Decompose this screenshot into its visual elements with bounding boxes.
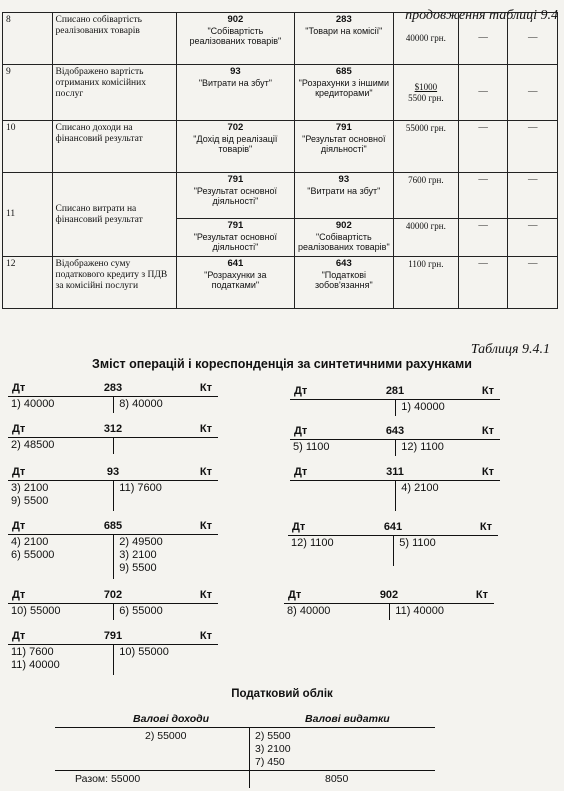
row-number: 10 [3, 121, 53, 173]
debit-account [176, 13, 294, 65]
debit-account-number: 791 [227, 174, 244, 185]
credit-account-name: "Товари на комісії" [305, 25, 383, 36]
credit-account-number: 283 [335, 14, 352, 25]
credit-account-number: 685 [335, 66, 352, 77]
credit-account-number: 93 [338, 174, 350, 185]
debit-account-name: "Результат основної діяльності" [193, 231, 278, 253]
row-sum: 40000 грн. [393, 219, 458, 257]
t-account-number: 685 [103, 520, 123, 532]
row-sum: 55000 грн. [393, 121, 458, 173]
t-account [290, 425, 500, 456]
t-account [284, 589, 494, 620]
row-number: 9 [3, 65, 53, 121]
row-description: Списано собівартість реалізованих товарів [52, 13, 176, 65]
credit-entry: 9) 5500 [119, 562, 157, 574]
credit-entry: 6) 55000 [119, 605, 163, 617]
row-dash: — [458, 121, 508, 173]
credit-account-name: "Собівартість реалізованих товарів" [297, 231, 390, 253]
credit-account [294, 219, 393, 257]
t-account-debit-label: Дт [294, 425, 308, 437]
row-dash: — [508, 219, 558, 257]
row-dash: — [458, 219, 508, 257]
debit-entry: 11) 7600 [11, 646, 54, 658]
t-account-debit-label: Дт [12, 589, 26, 601]
debit-account-name: "Витрати на збут" [198, 77, 272, 88]
t-account-credit-label: Кт [481, 425, 494, 437]
sum-currency: $1000 [414, 82, 438, 93]
debit-entry: 12) 1100 [291, 537, 334, 549]
credit-entry: 10) 55000 [119, 646, 169, 658]
t-account [8, 382, 218, 413]
t-account-debit-label: Дт [12, 423, 26, 435]
row-dash: — [508, 257, 558, 309]
row-number: 11 [3, 173, 53, 257]
credit-account-name: "Витрати на збут" [307, 185, 381, 196]
credit-account-number: 791 [335, 122, 352, 133]
row-dash: — [508, 13, 558, 65]
t-account [8, 630, 218, 675]
credit-entry: 11) 7600 [119, 482, 162, 494]
t-account-credit-label: Кт [199, 589, 212, 601]
debit-account [176, 173, 294, 219]
t-account-credit-label: Кт [199, 630, 212, 642]
t-account [8, 520, 218, 579]
expense-entry: 2) 5500 [255, 730, 291, 742]
credit-entry: 8) 40000 [119, 398, 163, 410]
credit-account [294, 173, 393, 219]
t-account-number: 702 [103, 589, 123, 601]
t-account-credit-label: Кт [199, 520, 212, 532]
continuation-title: продовження таблиці 9.4 [405, 8, 558, 23]
operations-table [2, 12, 558, 309]
row-number: 12 [3, 257, 53, 309]
row-description: Відображено суму податкового кредиту з ПДВ за комісійні послуги [52, 257, 176, 309]
t-account-credit-label: Кт [481, 385, 494, 397]
t-account-debit-label: Дт [12, 382, 26, 394]
row-sum [393, 65, 458, 121]
section-heading: Зміст операцій і кореспонденція за синтетичними рахунками [92, 357, 472, 371]
debit-account [176, 121, 294, 173]
t-account-number: 93 [106, 466, 120, 478]
row-sum: 40000 грн. [393, 13, 458, 65]
t-account [8, 466, 218, 511]
credit-account [294, 121, 393, 173]
debit-account-number: 641 [227, 258, 244, 269]
debit-account-name: "Результат основної діяльності" [193, 185, 278, 207]
credit-account-number: 643 [335, 258, 352, 269]
t-account [290, 466, 500, 511]
credit-entry: 11) 40000 [395, 605, 445, 617]
row-sum: 7600 грн. [393, 173, 458, 219]
row-number: 8 [3, 13, 53, 65]
t-account-credit-label: Кт [199, 382, 212, 394]
credit-account-name: "Результат основної діяльності" [302, 133, 386, 155]
credit-account [294, 257, 393, 309]
credit-entry: 3) 2100 [119, 549, 157, 561]
row-dash: — [458, 257, 508, 309]
table-row [3, 121, 558, 173]
t-account-number: 281 [385, 385, 405, 397]
debit-entry: 4) 2100 [11, 536, 49, 548]
row-sum: 1100 грн. [393, 257, 458, 309]
total-expense: 8050 [325, 773, 349, 785]
income-entry: 2) 55000 [145, 730, 187, 742]
credit-account-name: "Податкові зобов'язання" [314, 269, 373, 291]
t-account-credit-label: Кт [199, 423, 212, 435]
tax-accounting-table [55, 713, 435, 787]
t-account-debit-label: Дт [12, 630, 26, 642]
sum-uah: 5500 грн. [408, 92, 444, 103]
debit-entry: 8) 40000 [287, 605, 331, 617]
row-dash: — [458, 13, 508, 65]
debit-account-number: 93 [230, 66, 241, 77]
t-account-credit-label: Кт [475, 589, 488, 601]
t-account-debit-label: Дт [294, 466, 308, 478]
debit-entry: 2) 48500 [11, 439, 55, 451]
total-income: Разом: 55000 [75, 773, 141, 785]
row-description: Списано доходи на фінансовий результат [52, 121, 176, 173]
debit-account [176, 219, 294, 257]
credit-entry: 4) 2100 [401, 482, 439, 494]
t-account-number: 791 [103, 630, 123, 642]
t-account-debit-label: Дт [288, 589, 302, 601]
t-account-credit-label: Кт [199, 466, 212, 478]
debit-account-number: 791 [227, 220, 244, 231]
table-row [3, 13, 558, 65]
t-account-credit-label: Кт [481, 466, 494, 478]
t-account-number: 902 [379, 589, 399, 601]
tax-heading: Податковий облік [231, 688, 333, 700]
debit-entry: 6) 55000 [11, 549, 55, 561]
row-dash: — [458, 173, 508, 219]
expense-entry: 3) 2100 [255, 743, 291, 755]
debit-entry: 9) 5500 [11, 495, 49, 507]
t-account-debit-label: Дт [292, 521, 306, 533]
table-label: Таблиця 9.4.1 [470, 342, 550, 357]
credit-entry: 5) 1100 [399, 537, 436, 549]
debit-account [176, 65, 294, 121]
credit-entry: 1) 40000 [401, 401, 445, 413]
t-account-credit-label: Кт [479, 521, 492, 533]
debit-account-number: 902 [227, 14, 244, 25]
debit-entry: 11) 40000 [11, 659, 60, 671]
credit-account-name: "Розрахунки з іншими кредиторами" [298, 77, 389, 99]
row-description: Відображено вартість отриманих комісійних послуг [52, 65, 176, 121]
row-dash: — [508, 65, 558, 121]
debit-account-number: 702 [227, 122, 244, 133]
row-dash: — [508, 121, 558, 173]
debit-account-name: "Дохід від реалізації товарів" [193, 133, 278, 155]
debit-account-name: "Собівартість реалізованих товарів" [189, 25, 282, 47]
credit-account [294, 13, 393, 65]
t-account [8, 589, 218, 620]
expense-entry: 7) 450 [255, 756, 285, 768]
t-account-number: 311 [386, 466, 404, 478]
t-account-debit-label: Дт [294, 385, 308, 397]
t-account-number: 312 [103, 423, 123, 435]
t-account [8, 423, 218, 454]
debit-account [176, 257, 294, 309]
debit-account-name: "Розрахунки за податками" [204, 269, 267, 291]
credit-account [294, 65, 393, 121]
credit-entry: 12) 1100 [401, 441, 444, 453]
expense-label: Валові видатки [305, 713, 390, 725]
debit-entry: 5) 1100 [293, 441, 330, 453]
table-row [3, 257, 558, 309]
debit-entry: 10) 55000 [11, 605, 61, 617]
t-account [290, 385, 500, 416]
row-dash: — [508, 173, 558, 219]
row-dash: — [458, 65, 508, 121]
t-account-number: 283 [103, 382, 123, 394]
t-account-number: 643 [385, 425, 405, 437]
t-account-debit-label: Дт [12, 520, 26, 532]
row-description: Списано витрати на фінансовий результат [52, 173, 176, 257]
debit-entry: 1) 40000 [11, 398, 55, 410]
t-account-number: 641 [383, 521, 403, 533]
income-label: Валові доходи [133, 713, 210, 725]
t-account-debit-label: Дт [12, 466, 26, 478]
debit-entry: 3) 2100 [11, 482, 49, 494]
t-account [288, 521, 498, 566]
credit-account-number: 902 [335, 220, 352, 231]
table-row [3, 65, 558, 121]
credit-entry: 2) 49500 [119, 536, 163, 548]
table-row [3, 173, 558, 219]
